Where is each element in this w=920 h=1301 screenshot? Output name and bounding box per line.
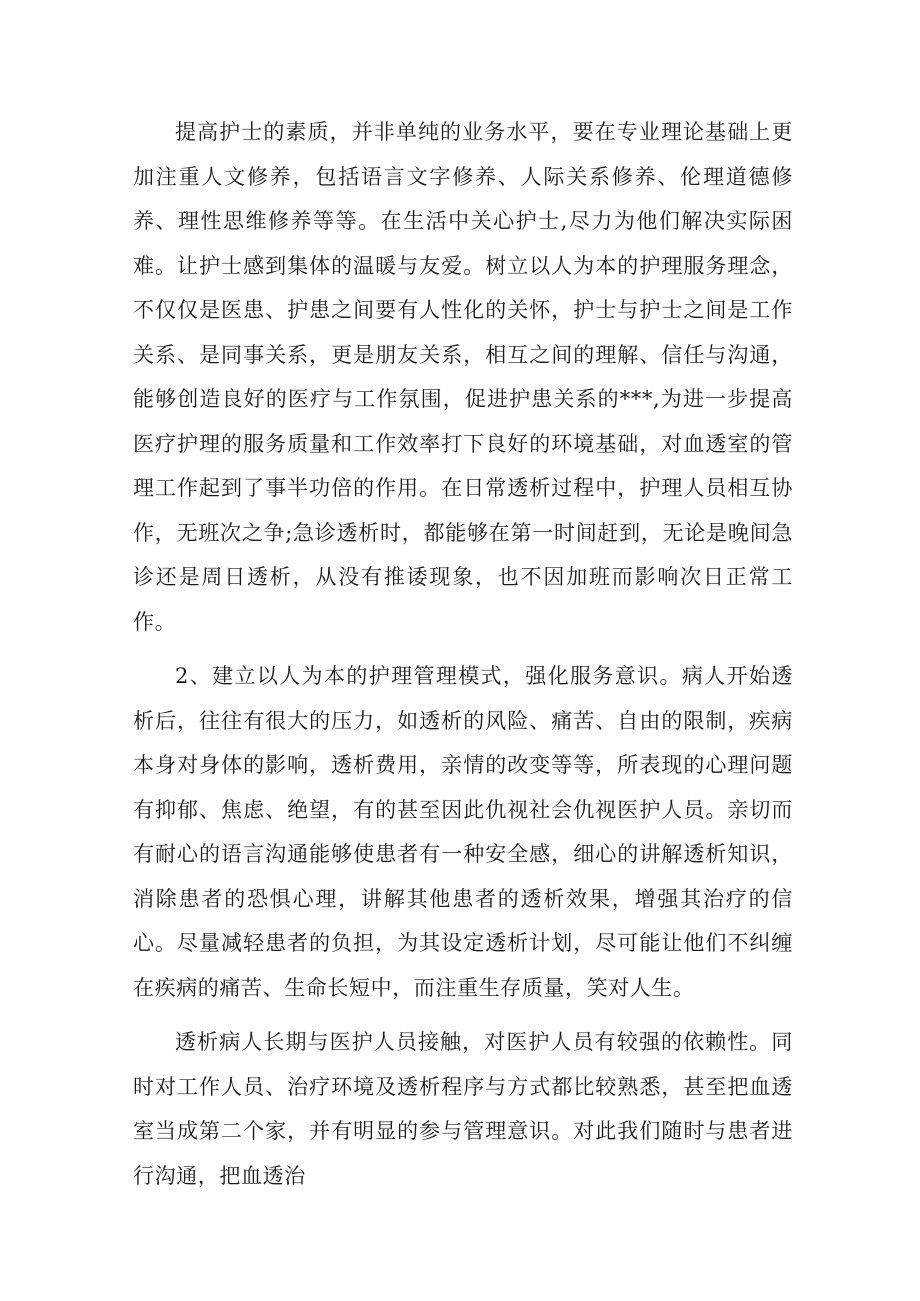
document-body [133,110,793,1198]
paragraph-people-oriented-management: 2、建立以人为本的护理管理模式，强化服务意识。病人开始透析后，往往有很大的压力，如透析的风险、痛苦、自由的限制，疾病本身对身体的影响，透析费用，亲情的改变等等，所表现的心理问题有抑郁、焦虑、绝望，有的甚至因此仇视社会仇视医护人员。亲切而有耐心的语言沟通能够使患者有一种安全感，细心的讲解透析知识，消除患者的恐惧心理，讲解其他患者的透析效果，增强其治疗的信心。尽量减轻患者的负担，为其设定透析计划，尽可能让他们不纠缠在疾病的痛苦、生命长短中，而注重生存质量，笑对人生。 [133,664,793,1000]
paragraph-nurse-quality: 提高护士的素质，并非单纯的业务水平，要在专业理论基础上更加注重人文修养，包括语言文字修养、人际关系修养、伦理道德修养、理性思维修养等等。在生活中关心护士,尽力为他们解决实际困难。让护士感到集体的温暖与友爱。树立以人为本的护理服务理念，不仅仅是医患、护患之间要有人性化的关怀，护士与护士之间是工作关系、是同事关系，更是朋友关系，相互之间的理解、信任与沟通，能够创造良好的医疗与工作氛围，促进护患关系的***,为进一步提高医疗护理的服务质量和工作效率打下良好的环境基础，对血透室的管理工作起到了事半功倍的作用。在日常透析过程中，护理人员相互协作，无班次之争;急诊透析时，都能够在第一时间赶到，无论是晚间急诊还是周日透析，从没有推诿现象，也不因加班而影响次日正常工作。 [133,120,793,634]
paragraph-patient-dependence: 透析病人长期与医护人员接触，对医护人员有较强的依赖性。同时对工作人员、治疗环境及透析程序与方式都比较熟悉，甚至把血透室当成第二个家，并有明显的参与管理意识。对此我们随时与患者进行沟通，把血透治 [133,1030,793,1188]
